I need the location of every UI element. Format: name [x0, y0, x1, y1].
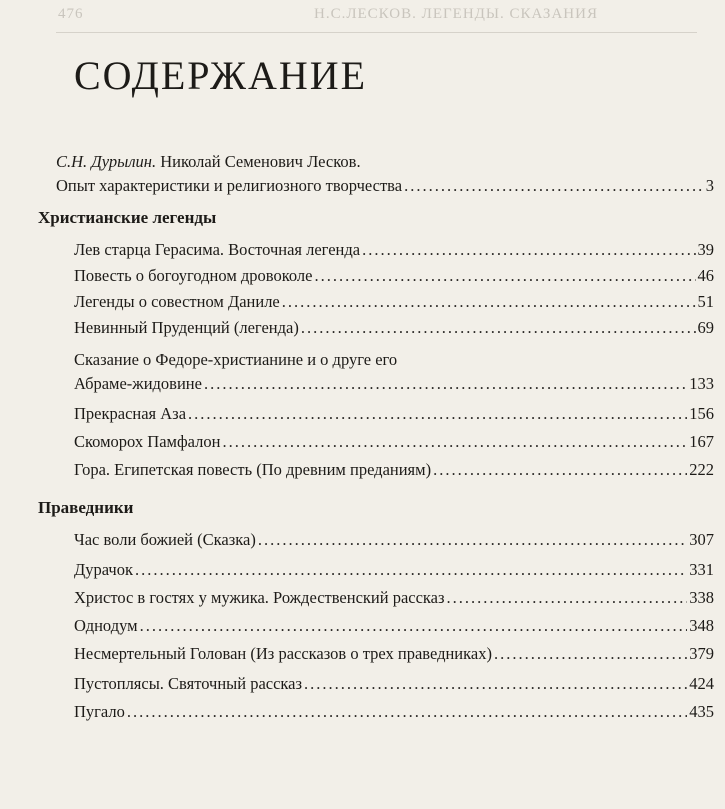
toc-entry-page: 435 [689, 702, 714, 721]
dot-leader [188, 404, 687, 424]
toc-entry-title: Лев старца Герасима. Восточная легенда [74, 240, 361, 259]
dot-leader [140, 616, 688, 636]
toc-entry-title: Пустоплясы. Святочный рассказ [74, 674, 303, 693]
toc-entry-page: 331 [689, 560, 714, 579]
toc-entry[interactable] [74, 530, 714, 550]
toc-entry-page: 69 [697, 318, 714, 337]
toc-entry-page: 338 [689, 588, 714, 607]
toc-entry-title: Абраме-жидовине [74, 374, 202, 393]
toc-entry[interactable] [74, 588, 714, 608]
intro-author: С.Н. Дурылин. [56, 152, 157, 171]
toc-entry-title: Дурачок [74, 560, 133, 579]
dot-leader [204, 374, 687, 394]
dot-leader [258, 530, 687, 550]
dot-leader [127, 702, 687, 722]
toc-entry-page: 167 [689, 432, 714, 451]
toc-entry-title: Легенды о совестном Даниле [74, 292, 280, 311]
toc-entry[interactable] [74, 674, 714, 694]
toc-entry[interactable] [74, 292, 714, 312]
toc-entry-title: Гора. Египетская повесть (По древним преданиям) [74, 460, 432, 479]
toc-entry[interactable] [74, 560, 714, 580]
toc-entry-title: Христос в гостях у мужика. Рождественский рассказ [74, 588, 445, 607]
toc-entry-page: 39 [697, 240, 714, 259]
toc-entry[interactable] [74, 702, 714, 722]
toc-entry-title-line1: Сказание о Федоре-христианине и о друге его [74, 350, 398, 369]
toc-entry[interactable] [74, 266, 714, 286]
header-rule [56, 32, 697, 33]
dot-leader [447, 588, 688, 608]
dot-leader [282, 292, 696, 312]
intro-title-line1: Николай Семенович Лесков. [160, 152, 361, 171]
toc-entry[interactable] [74, 460, 714, 480]
toc-entry[interactable] [74, 374, 714, 394]
dot-leader [404, 176, 704, 196]
dot-leader [301, 318, 696, 338]
toc-entry-page: 51 [697, 292, 714, 311]
toc-entry-page: 222 [689, 460, 714, 479]
toc-entry[interactable] [74, 616, 714, 636]
toc-entry-title: Несмертельный Голован (Из рассказов о трех праведниках) [74, 644, 492, 663]
toc-entry-title: Прекрасная Аза [74, 404, 187, 423]
toc-entry-page: 156 [689, 404, 714, 423]
toc-entry-title: Повесть о богоугодном дровоколе [74, 266, 313, 285]
dot-leader [314, 266, 695, 286]
toc-entry[interactable] [74, 644, 714, 664]
toc-entry-title: Пугало [74, 702, 125, 721]
section-heading-legends: Христианские легенды [38, 208, 217, 227]
toc-entry-title: Опыт характеристики и религиозного творчества [56, 176, 403, 195]
toc-entry-title: Скоморох Памфалон [74, 432, 221, 451]
toc-entry-intro[interactable] [56, 176, 714, 196]
dot-leader [304, 674, 687, 694]
dot-leader [135, 560, 687, 580]
running-head [0, 6, 725, 32]
dot-leader [433, 460, 687, 480]
toc-entry-page: 133 [689, 374, 714, 393]
toc-entry-title: Час воли божией (Сказка) [74, 530, 256, 549]
toc-entry-page: 424 [689, 674, 714, 693]
running-title: Н.С.ЛЕСКОВ. ЛЕГЕНДЫ. СКАЗАНИЯ [314, 6, 598, 22]
toc-entry-page: 348 [689, 616, 714, 635]
toc-entry-title: Однодум [74, 616, 138, 635]
toc-entry[interactable] [74, 318, 714, 338]
toc-entry-page: 46 [697, 266, 714, 285]
dot-leader [494, 644, 687, 664]
toc-entry-title: Невинный Пруденций (легенда) [74, 318, 299, 337]
toc-entry-page: 3 [705, 176, 714, 195]
dot-leader [222, 432, 687, 452]
page-title: СОДЕРЖАНИЕ [74, 53, 368, 98]
toc-entry[interactable] [74, 404, 714, 424]
running-page-number: 476 [58, 6, 84, 22]
toc-entry[interactable] [74, 432, 714, 452]
intro-first-line [56, 152, 361, 172]
toc-entry[interactable] [74, 240, 714, 260]
dot-leader [362, 240, 695, 260]
section-heading-righteous: Праведники [38, 498, 134, 517]
toc-entry-page: 307 [689, 530, 714, 549]
toc-entry-page: 379 [689, 644, 714, 663]
